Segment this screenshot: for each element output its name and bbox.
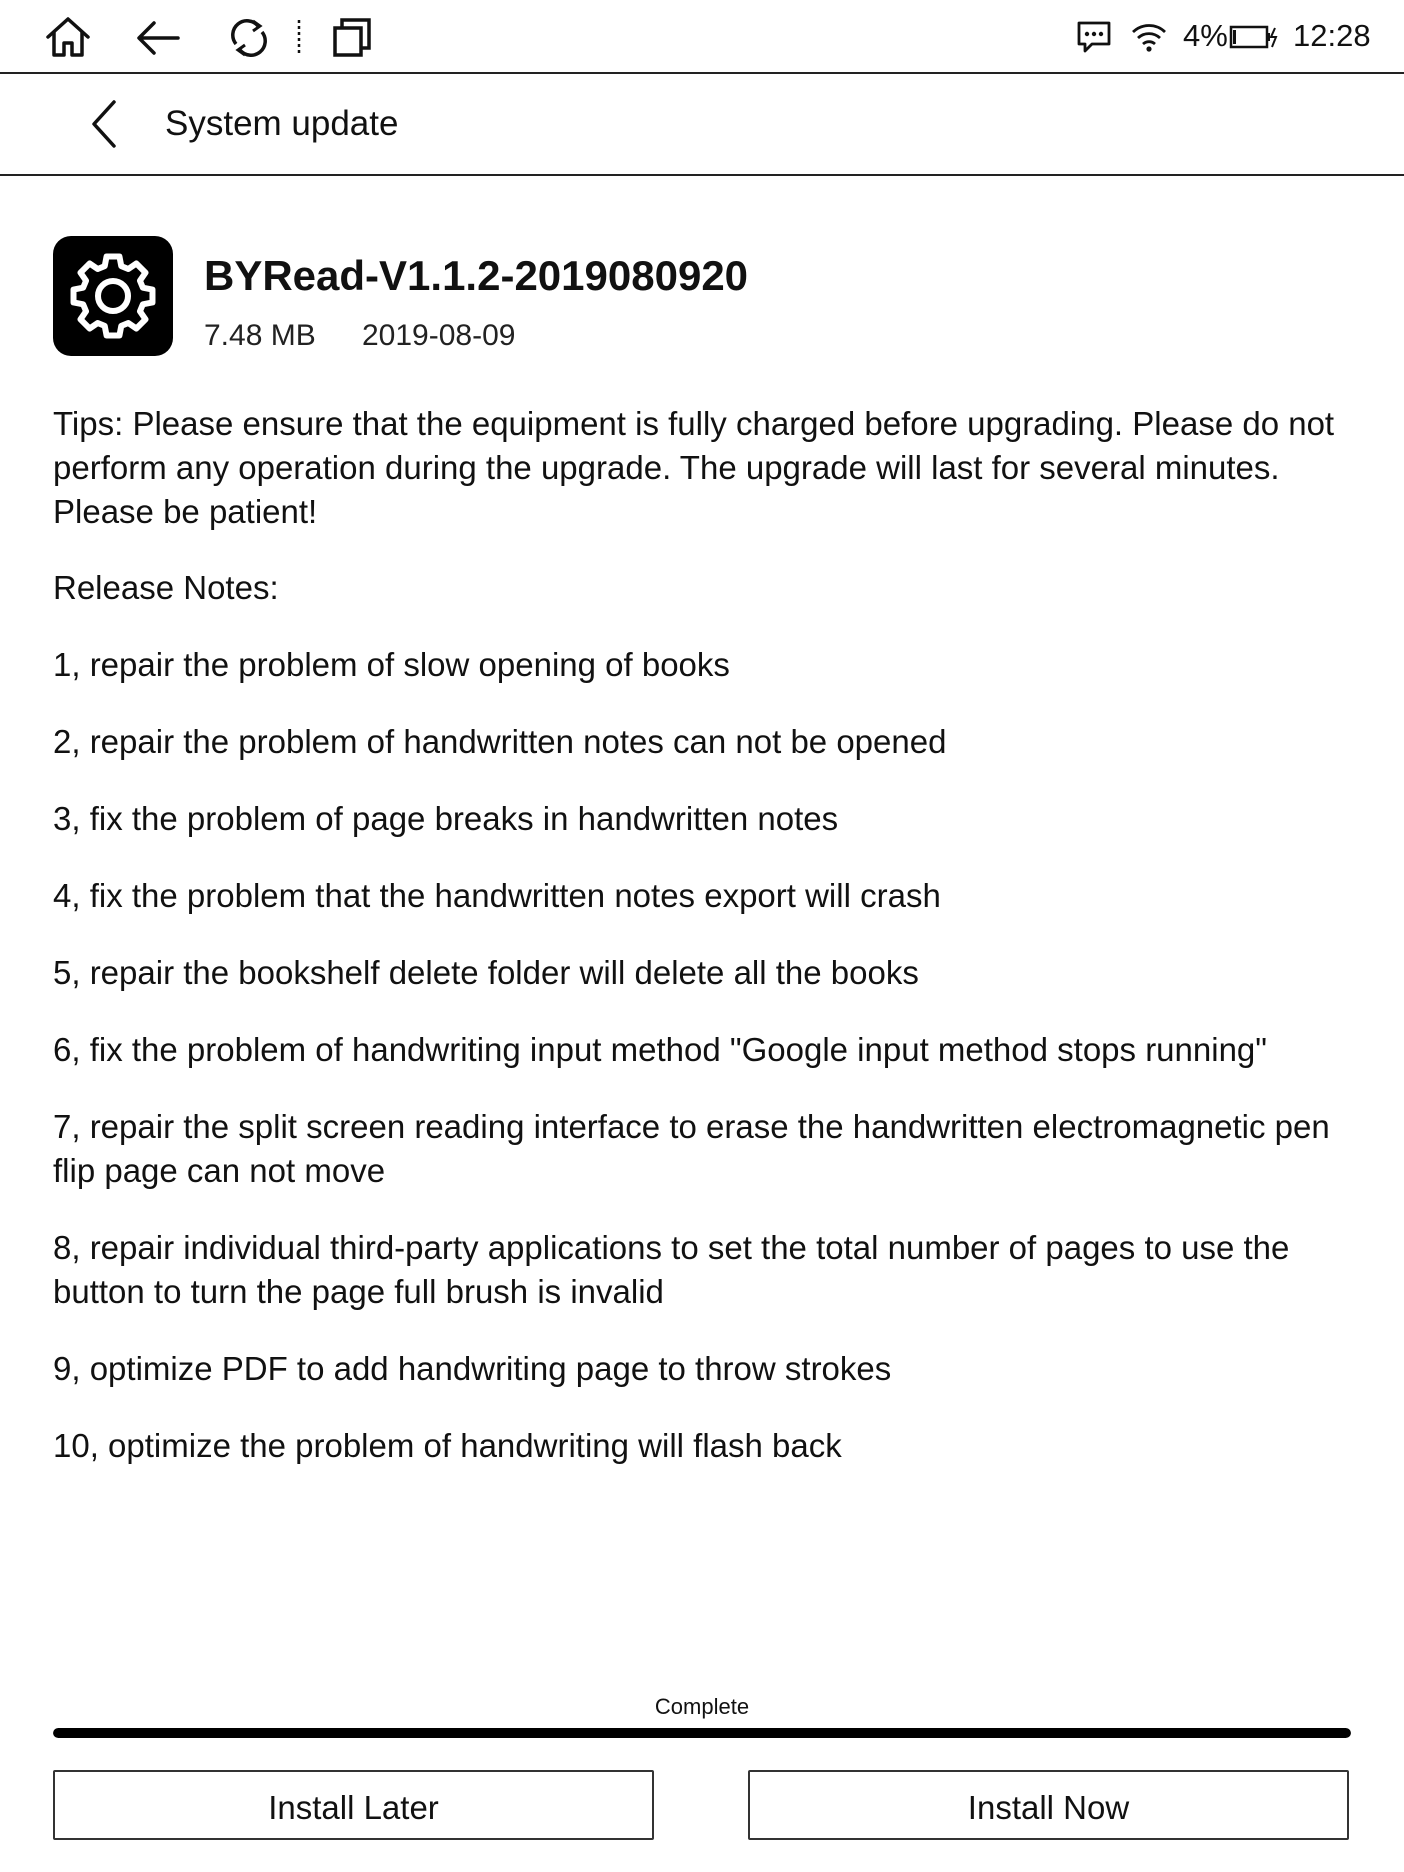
wifi-icon xyxy=(1130,22,1168,52)
list-item: 5, repair the bookshelf delete folder will delete all the books xyxy=(53,954,919,991)
update-size: 7.48 MB xyxy=(204,319,316,352)
divider-icon xyxy=(296,18,302,58)
list-item: 6, fix the problem of handwriting input method "Google input method stops running" xyxy=(53,1031,1267,1068)
release-notes-list xyxy=(53,643,1363,1468)
message-icon xyxy=(1076,20,1112,54)
progress-label: Complete xyxy=(654,1694,750,1719)
tips-text: Tips: Please ensure that the equipment is fully charged before upgrading. Please do not perform any operation during the upgrade. The upgrade will last for several minutes. Please be patient! xyxy=(53,405,1335,530)
home-icon[interactable] xyxy=(44,15,92,59)
title-bar xyxy=(0,74,1404,176)
list-item: 1, repair the problem of slow opening of books xyxy=(53,646,730,683)
chevron-left-icon[interactable] xyxy=(80,98,130,150)
gear-icon xyxy=(63,246,163,346)
list-item: 9, optimize PDF to add handwriting page to throw strokes xyxy=(53,1350,892,1387)
battery-percent: 4% xyxy=(1183,18,1228,53)
update-date: 2019-08-09 xyxy=(362,319,516,352)
back-arrow-icon[interactable] xyxy=(136,18,180,58)
status-bar xyxy=(0,0,1404,74)
release-notes-heading: Release Notes: xyxy=(53,569,279,606)
update-details xyxy=(53,402,1363,1501)
app-icon xyxy=(53,236,173,356)
install-later-button[interactable]: Install Later xyxy=(53,1770,654,1840)
install-now-button[interactable]: Install Now xyxy=(748,1770,1349,1840)
page-title: System update xyxy=(165,104,399,143)
list-item: 2, repair the problem of handwritten notes can not be opened xyxy=(53,723,947,760)
list-item: 8, repair individual third-party applications to set the total number of pages to use the button to turn the page full brush is invalid xyxy=(53,1229,1290,1310)
clock: 12:28 xyxy=(1293,18,1371,53)
list-item: 3, fix the problem of page breaks in handwritten notes xyxy=(53,800,839,837)
progress-bar xyxy=(53,1728,1351,1738)
list-item: 10, optimize the problem of handwriting will flash back xyxy=(53,1427,842,1464)
progress-fill xyxy=(53,1728,1351,1738)
update-name: BYRead-V1.1.2-2019080920 xyxy=(204,252,749,299)
battery-charging-icon xyxy=(1229,24,1279,50)
refresh-icon[interactable] xyxy=(228,18,270,58)
list-item: 7, repair the split screen reading interface to erase the handwritten electromagnetic pen flip page can not move xyxy=(53,1108,1330,1189)
list-item: 4, fix the problem that the handwritten notes export will crash xyxy=(53,877,941,914)
multi-window-icon[interactable] xyxy=(332,16,372,58)
